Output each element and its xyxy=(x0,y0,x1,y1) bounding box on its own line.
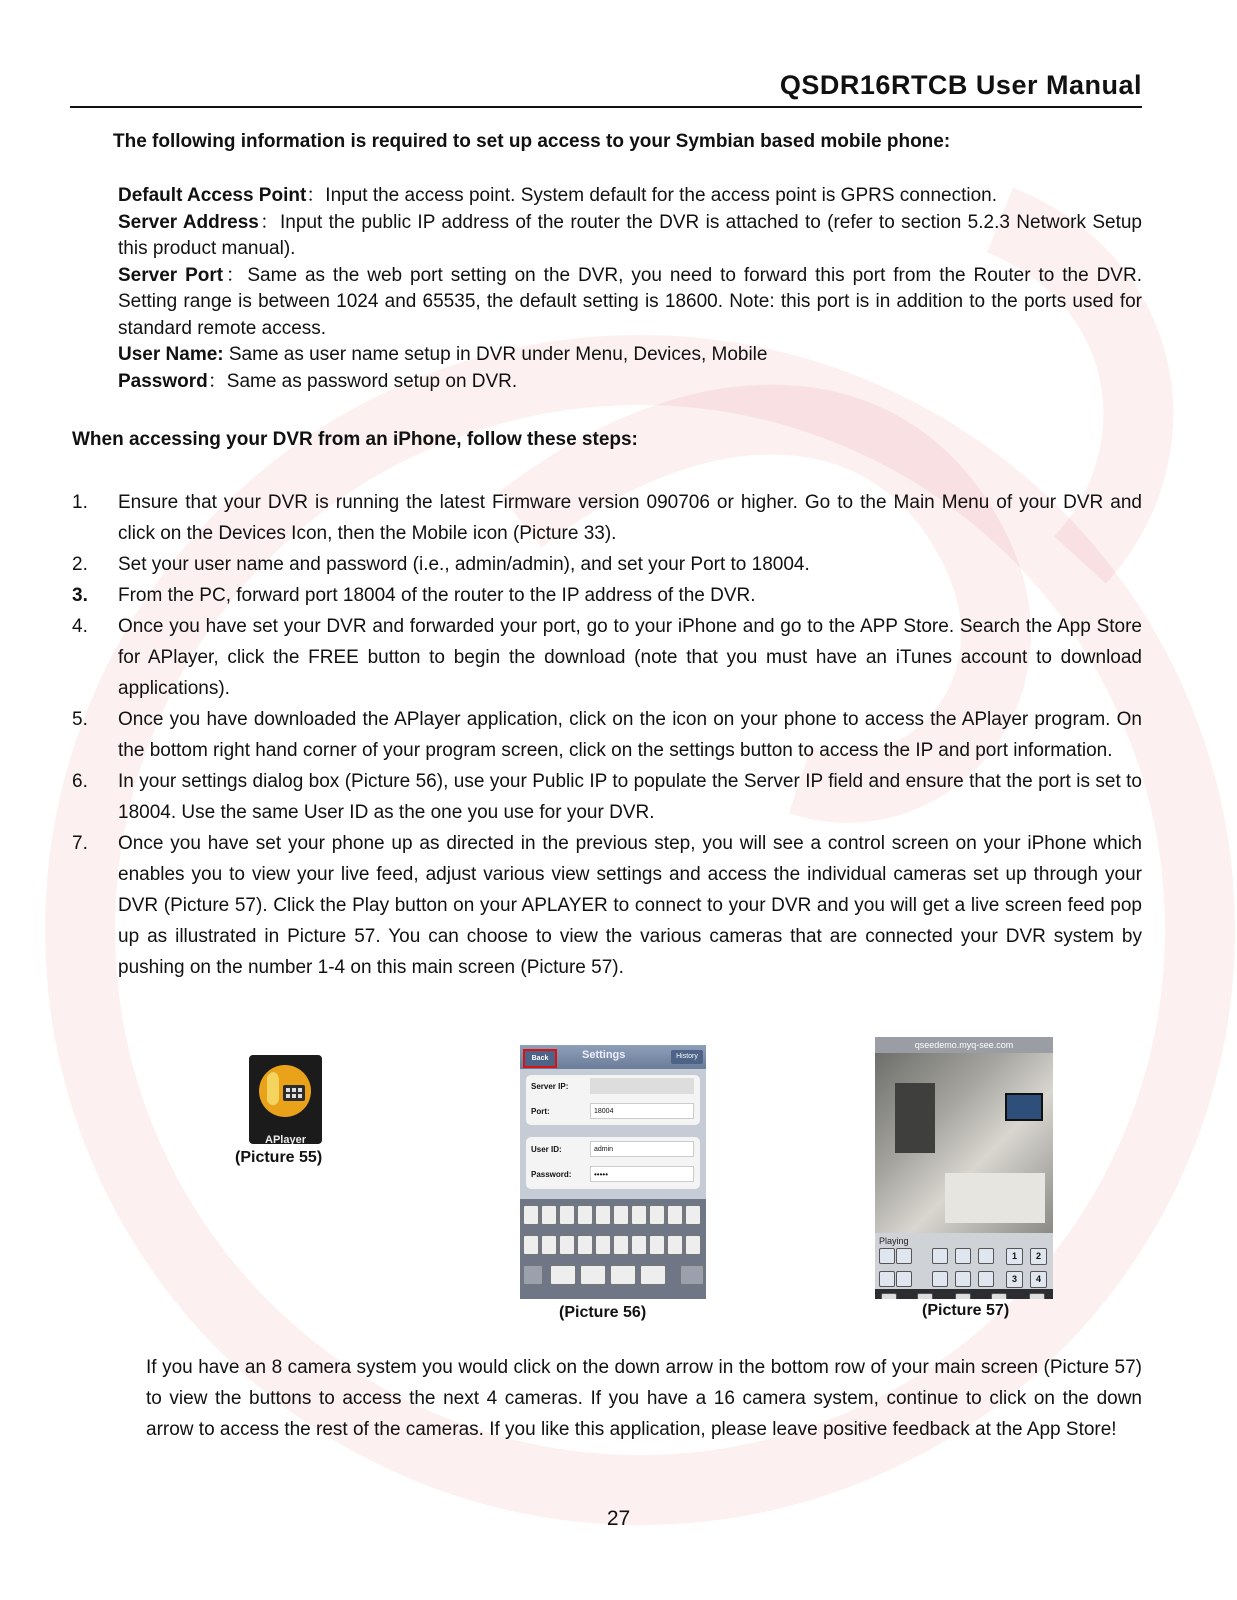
keyboard-key[interactable] xyxy=(523,1205,539,1225)
keyboard-key[interactable] xyxy=(631,1205,647,1225)
playback-status: Playing xyxy=(879,1236,909,1246)
snapshot-camera-icon[interactable] xyxy=(917,1293,933,1299)
zoom-minus-icon[interactable] xyxy=(932,1271,948,1287)
keyboard-key[interactable] xyxy=(541,1205,557,1225)
keyboard-key[interactable] xyxy=(640,1265,666,1285)
settings-navbar xyxy=(520,1045,706,1069)
page-number: 27 xyxy=(606,1507,631,1530)
arrow-right-icon[interactable] xyxy=(896,1271,912,1287)
keyboard-key[interactable] xyxy=(667,1205,683,1225)
step-item: 6. In your settings dialog box (Picture 56), use your Public IP to populate the Server IP field and ensure that the port is set to 18004. Use the same User ID as the one you use for your DVR. xyxy=(72,771,1142,823)
keyboard-key[interactable] xyxy=(685,1235,701,1255)
camera-feed xyxy=(875,1053,1053,1233)
pause-icon[interactable] xyxy=(881,1293,897,1299)
iris-minus-icon[interactable] xyxy=(978,1271,994,1287)
step-item: 4. Once you have set your DVR and forwarded your port, go to your iPhone and go to the APP Store. Search the App Store for APlayer, click the FREE button to begin the download (note that you must have an iTunes account to download applications). xyxy=(72,616,1142,699)
arrow-up-icon[interactable] xyxy=(879,1248,895,1264)
feed-monitor xyxy=(1005,1093,1043,1121)
settings-gear-icon[interactable] xyxy=(1029,1293,1045,1299)
settings-screenshot xyxy=(520,1045,706,1299)
hand-logo-icon xyxy=(249,1055,322,1127)
history-button[interactable]: History xyxy=(671,1050,703,1064)
keyboard-key[interactable] xyxy=(580,1265,606,1285)
focus-minus-icon[interactable] xyxy=(955,1271,971,1287)
live-view-screenshot xyxy=(875,1037,1053,1299)
keyboard-key[interactable] xyxy=(649,1205,665,1225)
iphone-heading: When accessing your DVR from an iPhone, follow these steps: xyxy=(72,429,638,450)
keyboard-key[interactable] xyxy=(577,1235,593,1255)
arrow-down-icon[interactable] xyxy=(879,1271,895,1287)
focus-plus-icon[interactable] xyxy=(955,1248,971,1264)
keyboard-key[interactable] xyxy=(667,1235,683,1255)
password-label: Password: xyxy=(531,1170,572,1179)
settings-title: Settings xyxy=(582,1049,626,1061)
keyboard-key[interactable] xyxy=(631,1235,647,1255)
picture-56-caption: (Picture 56) xyxy=(559,1304,647,1321)
field-server-address: Server Address：Input the public IP address of the router the DVR is attached to (refer to section 5.2.3 Network Setup this product manual). xyxy=(118,211,1143,259)
zoom-plus-icon[interactable] xyxy=(932,1248,948,1264)
keyboard-key[interactable] xyxy=(523,1235,539,1255)
onscreen-keyboard xyxy=(520,1199,706,1299)
user-id-input[interactable]: admin xyxy=(590,1141,694,1157)
keyboard-key[interactable] xyxy=(613,1235,629,1255)
keyboard-key[interactable] xyxy=(610,1265,636,1285)
step-item: 7. Once you have set your phone up as directed in the previous step, you will see a control screen on your iPhone which enables you to view your live feed, adjust various view settings and access the individual cameras set up through your DVR (Picture 57). Click the Play button on your APLAYER to connect to your DVR and you will get a live screen feed pop up as illustrated in Picture 57. You can choose to view the various cameras that are connected your DVR system by pushing on the number 1-4 on this main screen (Picture 57). xyxy=(72,833,1142,978)
back-button[interactable]: Back xyxy=(523,1049,557,1068)
keyboard-key[interactable] xyxy=(577,1205,593,1225)
keyboard-key[interactable] xyxy=(680,1265,704,1285)
feed-shelf xyxy=(895,1083,935,1153)
keyboard-key[interactable] xyxy=(523,1265,543,1285)
feed-desk xyxy=(945,1173,1045,1223)
iphone-steps xyxy=(72,487,1142,983)
ptz-icon[interactable] xyxy=(991,1293,1007,1299)
step-item: 2. Set your user name and password (i.e., admin/admin), and set your Port to 18004. xyxy=(72,554,810,575)
aplayer-app-icon-image xyxy=(249,1055,322,1144)
password-input[interactable]: ••••• xyxy=(590,1166,694,1182)
iris-plus-icon[interactable] xyxy=(978,1248,994,1264)
keyboard-key[interactable] xyxy=(559,1235,575,1255)
credentials-group xyxy=(526,1137,700,1189)
port-label: Port: xyxy=(531,1107,550,1116)
keyboard-key[interactable] xyxy=(595,1235,611,1255)
app-icon-label: APlayer xyxy=(265,1134,306,1144)
picture-57-caption: (Picture 57) xyxy=(922,1302,1010,1319)
port-input[interactable]: 18004 xyxy=(590,1103,694,1119)
keyboard-key[interactable] xyxy=(541,1235,557,1255)
keyboard-key[interactable] xyxy=(595,1205,611,1225)
field-default-access-point: Default Access Point：Input the access point. System default for the access point is GPRS connection. xyxy=(118,185,997,206)
step-item: 3. From the PC, forward port 18004 of the router to the IP address of the DVR. xyxy=(72,585,756,606)
server-ip-input[interactable] xyxy=(590,1078,694,1094)
server-ip-label: Server IP: xyxy=(531,1082,569,1091)
closing-paragraph: If you have an 8 camera system you would click on the down arrow in the bottom row of your main screen (Picture 57) to view the buttons to access the next 4 cameras. If you have a 16 camera system, continue to click on the down arrow to access the rest of the cameras. If you like this application, please leave positive feedback at the App Store! xyxy=(146,1357,1142,1440)
camera-1-button[interactable]: 1 xyxy=(1006,1248,1023,1265)
user-id-label: User ID: xyxy=(531,1145,562,1154)
camera-4-button[interactable]: 4 xyxy=(1030,1271,1047,1288)
field-password: Password：Same as password setup on DVR. xyxy=(118,370,518,392)
step-item: 1. Ensure that your DVR is running the latest Firmware version 090706 or higher. Go to the Main Menu of your DVR and click on the Devices Icon, then the Mobile icon (Picture 33). xyxy=(72,492,1142,544)
arrow-left-icon[interactable] xyxy=(896,1248,912,1264)
document-title: QSDR16RTCB User Manual xyxy=(779,70,1142,100)
header-divider xyxy=(70,106,1142,108)
symbian-field-list xyxy=(118,183,1142,395)
expand-icon[interactable] xyxy=(955,1293,971,1299)
keyboard-key[interactable] xyxy=(649,1235,665,1255)
keyboard-key[interactable] xyxy=(685,1205,701,1225)
keyboard-key[interactable] xyxy=(613,1205,629,1225)
field-server-port: Server Port：Same as the web port setting on the DVR, you need to forward this port from the Router to the DVR. Setting range is between 1024 and 65535, the default setting is 18600. Note: this port is in addition to the ports used for standard remote access. xyxy=(118,264,1142,339)
keyboard-key[interactable] xyxy=(559,1205,575,1225)
step-item: 5. Once you have downloaded the APlayer application, click on the icon on your phone to access the APlayer program. On the bottom right hand corner of your program screen, click on the settings button to access the IP and port information. xyxy=(72,709,1142,761)
camera-2-button[interactable]: 2 xyxy=(1030,1248,1047,1265)
field-user-name: User Name: Same as user name setup in DVR under Menu, Devices, Mobile xyxy=(118,344,768,365)
url-bar: qseedemo.myq-see.com xyxy=(875,1037,1053,1053)
keyboard-key[interactable] xyxy=(550,1265,576,1285)
picture-55-caption: (Picture 55) xyxy=(235,1149,323,1166)
camera-3-button[interactable]: 3 xyxy=(1006,1271,1023,1288)
server-group xyxy=(526,1075,700,1125)
symbian-intro: The following information is required to set up access to your Symbian based mobile phone: xyxy=(113,131,951,152)
